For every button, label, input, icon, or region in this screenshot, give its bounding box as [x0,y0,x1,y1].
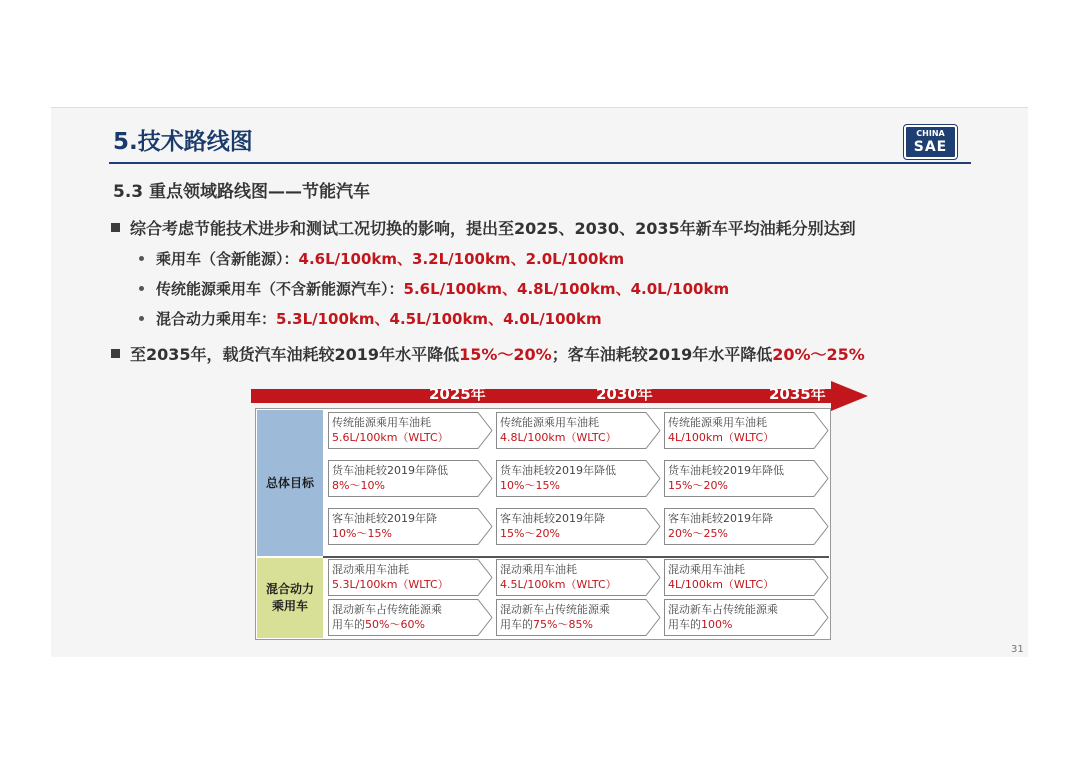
cell-text [332,511,472,541]
roadmap-cell [496,559,661,596]
square-bullet-icon [111,223,120,232]
cell-value: 4L/100km（WLTC） [668,578,775,591]
cell-value: 75%～85% [533,618,593,631]
dot-bullet-icon [139,316,144,321]
cell-value: 50%～60% [365,618,425,631]
sub-item-label: 传统能源乘用车（不含新能源汽车）： [156,280,404,298]
roadmap-cell [664,460,829,497]
page-number: 31 [1011,644,1024,655]
slide [51,107,1028,657]
bullet-text: 综合考虑节能技术进步和测试工况切换的影响，提出至2025、2030、2035年新车平均油耗分别达到 [130,219,856,238]
cell-label: 混动乘用车油耗 [332,563,409,576]
bullet2-part1: 至2035年，载货汽车油耗较2019年水平降低 [130,345,460,364]
roadmap-cell [328,412,493,449]
cell-value: 10%～15% [332,527,392,540]
cell-text [500,562,640,592]
category-hybrid-passenger [257,558,323,638]
cell-label: 传统能源乘用车油耗 [668,416,767,429]
title-divider [109,162,971,164]
section-subtitle: 5.3 重点领域路线图——节能汽车 [113,182,371,202]
roadmap-cell [664,508,829,545]
category-hybrid-line2: 乘用车 [271,599,308,613]
dot-bullet-icon [139,286,144,291]
sub-item-hybrid [139,308,602,329]
cell-label: 传统能源乘用车油耗 [500,416,599,429]
cell-text [500,511,640,541]
cell-value: 4.5L/100km（WLTC） [500,578,617,591]
cell-label: 混动新车占传统能源乘 [500,603,610,616]
cell-text [332,602,472,632]
cell-text [500,602,640,632]
sub-item-value: 5.6L/100km、4.8L/100km、4.0L/100km [403,280,730,298]
cell-value: 15%～20% [500,527,560,540]
cell-text [668,415,808,445]
roadmap-cell [328,559,493,596]
roadmap-cell [496,460,661,497]
cell-value: 8%～10% [332,479,385,492]
roadmap-cell [664,412,829,449]
china-sae-logo [904,125,957,159]
square-bullet-icon [111,349,120,358]
cell-value: 5.6L/100km（WLTC） [332,431,449,444]
cell-label: 混动乘用车油耗 [668,563,745,576]
logo-line1: CHINA [916,129,945,138]
cell-text [668,463,808,493]
sub-item-passenger [139,248,624,269]
cell-value: 15%～20% [668,479,728,492]
cell-value: 10%～15% [500,479,560,492]
year-2030: 2030年 [596,385,653,403]
logo-line2: SAE [913,139,948,155]
bullet2-value1: 15%～20% [459,345,552,364]
bullet-fuel-targets [111,216,856,239]
roadmap-table [255,408,831,640]
roadmap-cell [664,599,829,636]
cell-label-cont: 用车的 [500,618,533,631]
cell-label: 货车油耗较2019年降低 [500,464,616,477]
cell-value: 5.3L/100km（WLTC） [332,578,449,591]
sub-item-value: 5.3L/100km、4.5L/100km、4.0L/100km [276,310,602,328]
cell-label: 混动新车占传统能源乘 [668,603,778,616]
cell-text [668,562,808,592]
cell-label-cont: 用车的 [668,618,701,631]
cell-label: 混动新车占传统能源乘 [332,603,442,616]
sub-item-label: 乘用车（含新能源）： [156,250,299,268]
roadmap-cell [664,559,829,596]
bullet2-part2: ；客车油耗较2019年水平降低 [551,345,773,364]
cell-value: 100% [701,618,733,631]
cell-label: 客车油耗较2019年降 [668,512,773,525]
roadmap-cell [496,412,661,449]
page-title: 5.技术路线图 [113,129,253,155]
cell-text [332,562,472,592]
roadmap-cell [328,599,493,636]
category-hybrid-line1: 混合动力 [265,582,314,596]
roadmap-cell [496,508,661,545]
cell-value: 20%～25% [668,527,728,540]
cell-label: 货车油耗较2019年降低 [668,464,784,477]
roadmap-cell [328,460,493,497]
roadmap-cell [496,599,661,636]
cell-value: 4L/100km（WLTC） [668,431,775,444]
sub-item-value: 4.6L/100km、3.2L/100km、2.0L/100km [298,250,625,268]
year-2025: 2025年 [429,385,486,403]
cell-text [668,511,808,541]
bullet-truck-bus [111,342,865,365]
cell-label-cont: 用车的 [332,618,365,631]
cell-text [332,415,472,445]
cell-text [500,415,640,445]
cell-label: 货车油耗较2019年降低 [332,464,448,477]
sub-item-label: 混合动力乘用车： [156,310,277,328]
category-overall-goal: 总体目标 [257,410,323,556]
sub-item-traditional [139,278,729,299]
bullet2-value2: 20%～25% [772,345,865,364]
cell-label: 混动乘用车油耗 [500,563,577,576]
cell-label: 客车油耗较2019年降 [332,512,437,525]
roadmap-cell [328,508,493,545]
dot-bullet-icon [139,256,144,261]
cell-text [668,602,808,632]
cell-value: 4.8L/100km（WLTC） [500,431,617,444]
row-group-divider [323,556,829,558]
cell-label: 客车油耗较2019年降 [500,512,605,525]
cell-label: 传统能源乘用车油耗 [332,416,431,429]
cell-text [500,463,640,493]
cell-text [332,463,472,493]
year-2035: 2035年 [769,385,826,403]
